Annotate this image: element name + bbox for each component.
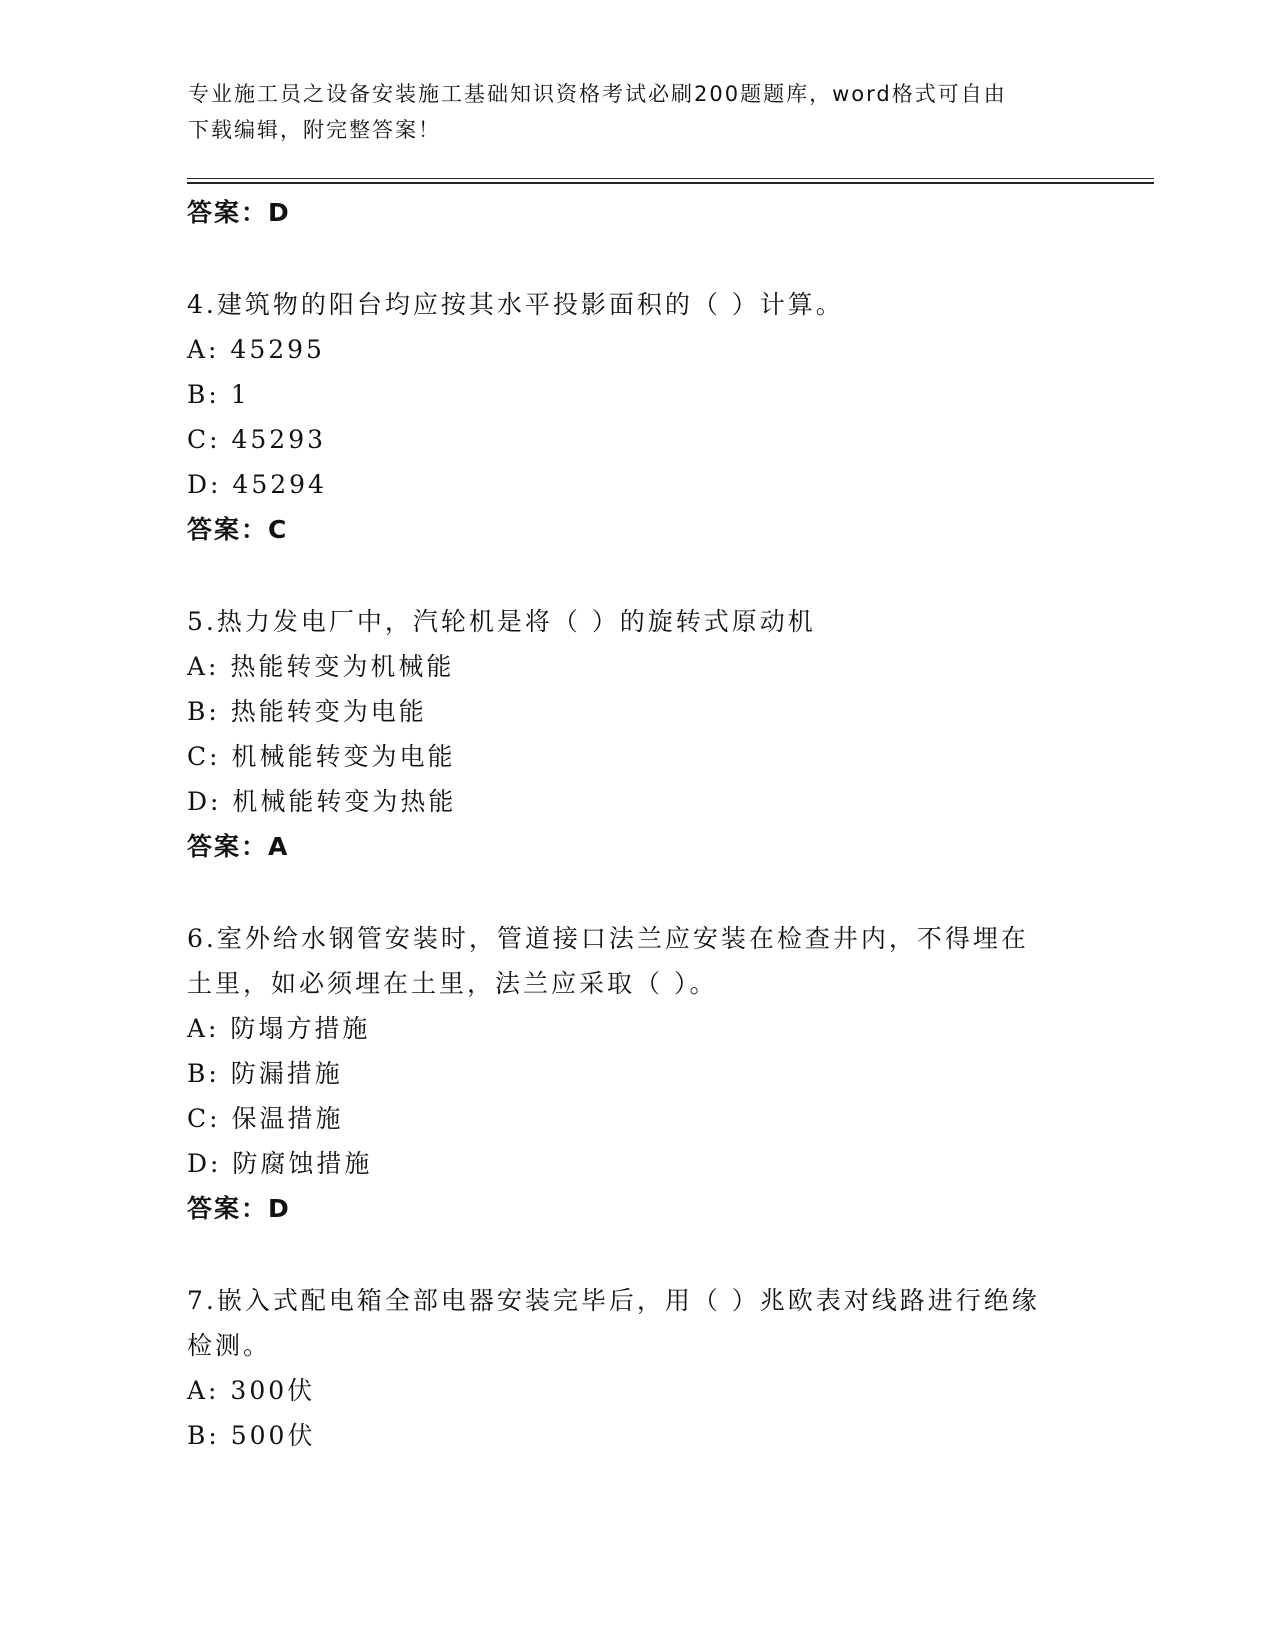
option-c: C: 机械能转变为电能 — [187, 742, 456, 771]
option-d: D: 防腐蚀措施 — [187, 1149, 373, 1178]
option-c: C: 45293 — [187, 425, 327, 454]
question-text: 5.热力发电厂中，汽轮机是将（ ）的旋转式原动机 — [187, 607, 816, 636]
option-b: B: 防漏措施 — [187, 1059, 343, 1088]
question-text: 7.嵌入式配电箱全部电器安装完毕后，用（ ）兆欧表对线路进行绝缘 — [187, 1286, 1040, 1315]
question-text-continued: 土里，如必须埋在土里，法兰应采取（ ）。 — [187, 969, 718, 998]
question-list — [187, 190, 1087, 1458]
question-block — [187, 1278, 1087, 1458]
answer-line: 答案：D — [187, 198, 291, 227]
option-b: B: 热能转变为电能 — [187, 697, 427, 726]
option-c: C: 保温措施 — [187, 1104, 344, 1133]
question-text: 6.室外给水钢管安装时，管道接口法兰应安装在检查井内，不得埋在 — [187, 924, 1029, 953]
option-d: D: 机械能转变为热能 — [187, 787, 457, 816]
header-line-1: 专业施工员之设备安装施工基础知识资格考试必刷200题题库，word格式可自由 — [188, 82, 1007, 106]
spacer — [187, 1231, 1087, 1278]
header-divider-bottom — [187, 182, 1154, 184]
document-header — [188, 76, 1068, 148]
question-block — [187, 282, 1087, 552]
option-a: A: 热能转变为机械能 — [187, 652, 455, 681]
answer-line: 答案：D — [187, 1194, 291, 1223]
question-block — [187, 916, 1087, 1231]
option-a: A: 300伏 — [187, 1376, 316, 1405]
answer-line: 答案：C — [187, 515, 289, 544]
option-b: B: 1 — [187, 380, 250, 409]
option-d: D: 45294 — [187, 470, 327, 499]
spacer — [187, 869, 1087, 916]
option-a: A: 45295 — [187, 335, 325, 364]
answer-line: 答案：A — [187, 832, 290, 861]
spacer — [187, 552, 1087, 599]
option-a: A: 防塌方措施 — [187, 1014, 371, 1043]
question-text: 4.建筑物的阳台均应按其水平投影面积的（ ）计算。 — [187, 290, 844, 319]
spacer — [187, 235, 1087, 282]
header-divider-top — [187, 178, 1154, 179]
header-line-2: 下载编辑，附完整答案！ — [188, 118, 441, 142]
question-block — [187, 599, 1087, 869]
option-b: B: 500伏 — [187, 1421, 316, 1450]
question-text-continued: 检测。 — [187, 1331, 272, 1360]
